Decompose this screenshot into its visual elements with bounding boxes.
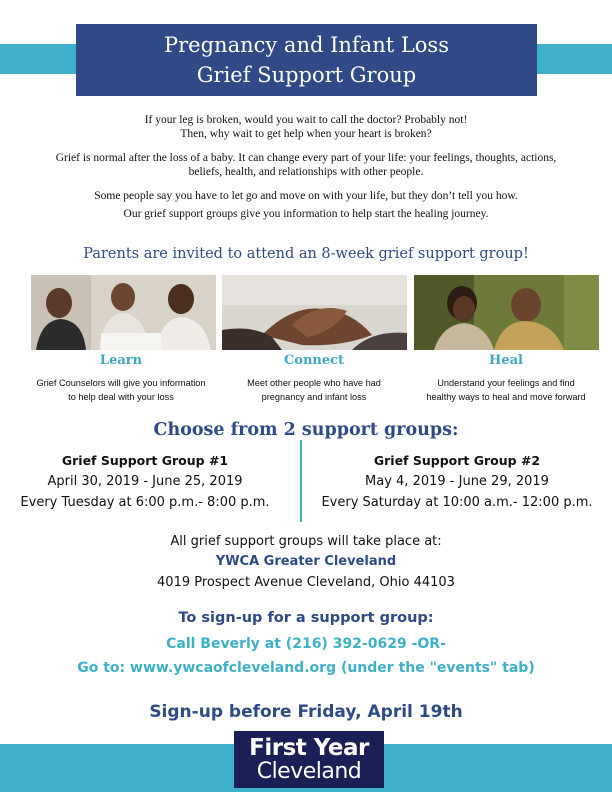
learn-photo	[31, 275, 216, 350]
location-name: YWCA Greater Cleveland	[215, 554, 397, 569]
intro-line-5: Some people say you have to let go and move on with your life, but they don’t tell you how.	[94, 190, 518, 202]
group-1	[0, 450, 290, 513]
group-divider	[300, 440, 302, 522]
heal-photo	[414, 275, 599, 350]
group-1-schedule: Every Tuesday at 6:00 p.m.- 8:00 p.m.	[20, 495, 270, 510]
connect-heading: Connect	[283, 353, 345, 368]
location-intro: All grief support groups will take place at:	[170, 534, 442, 549]
connect-description-line-1: Meet other people who have had	[247, 378, 381, 388]
intro-line-3: Grief is normal after the loss of a baby. It can change every part of your life: your feelings, thoughts, actions,	[55, 152, 557, 164]
location-address: 4019 Prospect Avenue Cleveland, Ohio 44103	[157, 575, 455, 590]
group-1-dates: April 30, 2019 - June 25, 2019	[47, 474, 243, 489]
signup-phone: Call Beverly at (216) 392-0629 -OR-	[166, 636, 446, 652]
intro-line-1: If your leg is broken, would you wait to call the doctor? Probably not!	[144, 114, 468, 126]
group-1-title: Grief Support Group #1	[61, 453, 229, 468]
title-line-1: Pregnancy and Infant Loss	[164, 33, 449, 57]
signup-deadline: Sign-up before Friday, April 19th	[149, 702, 463, 722]
connect-description-line-2: pregnancy and infant loss	[261, 392, 367, 402]
signup-website-link[interactable]: Go to: www.ywcaofcleveland.org (under the "events" tab)	[77, 660, 535, 676]
signup-title: To sign-up for a support group:	[178, 610, 434, 626]
learn-description-line-1: Grief Counselors will give you information	[36, 378, 206, 388]
learn-heading: Learn	[99, 353, 143, 368]
title-banner	[76, 24, 537, 96]
learn-description	[25, 376, 217, 404]
logo-line-1: First Year	[249, 734, 369, 761]
first-year-cleveland-logo	[234, 731, 384, 788]
title-line-2: Grief Support Group	[196, 63, 417, 87]
logo-line-2: Cleveland	[256, 758, 362, 784]
intro-line-4: beliefs, health, and relationships with other people.	[188, 166, 424, 178]
group-2	[312, 450, 602, 513]
intro-line-6: Our grief support groups give you information to help start the healing journey.	[123, 208, 489, 220]
heal-heading: Heal	[489, 353, 523, 368]
group-2-title: Grief Support Group #2	[373, 453, 541, 468]
group-2-schedule: Every Saturday at 10:00 a.m.- 12:00 p.m.	[321, 495, 593, 510]
connect-description	[218, 376, 410, 404]
connect-photo	[222, 275, 407, 350]
choose-heading: Choose from 2 support groups:	[153, 420, 459, 440]
heal-description	[410, 376, 602, 404]
group-2-dates: May 4, 2019 - June 29, 2019	[365, 474, 549, 489]
learn-description-line-2: to help deal with your loss	[68, 392, 174, 402]
invite-heading: Parents are invited to attend an 8-week grief support group!	[83, 246, 529, 262]
heal-description-line-2: healthy ways to heal and move forward	[426, 392, 586, 402]
intro-line-2: Then, why wait to get help when your heart is broken?	[180, 128, 432, 140]
heal-description-line-1: Understand your feelings and find	[437, 378, 575, 388]
